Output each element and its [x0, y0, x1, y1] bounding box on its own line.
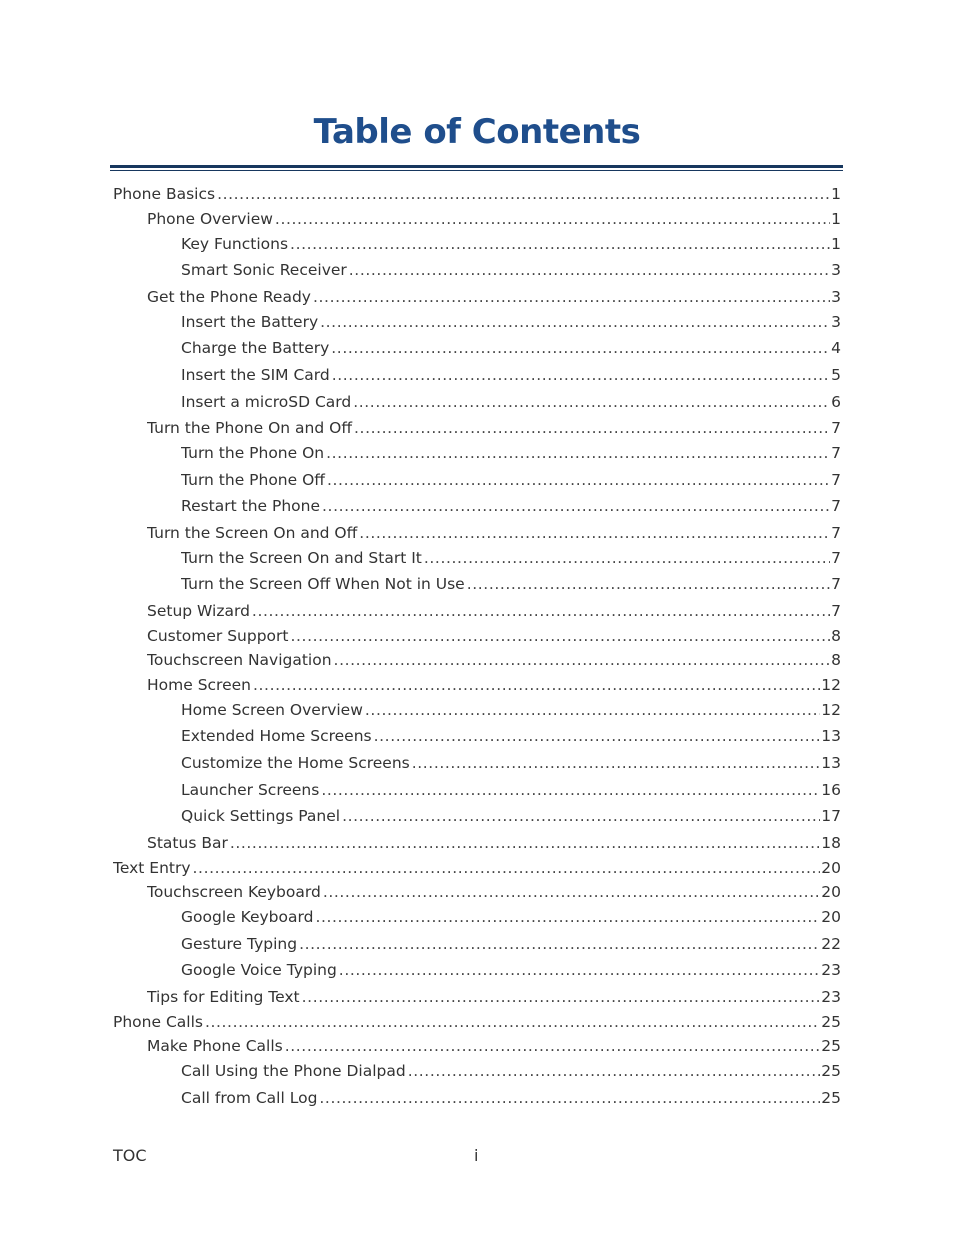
toc-entry-label: Home Screen [147, 676, 251, 694]
toc-entry-label: Call from Call Log [181, 1089, 318, 1107]
title-rule-thin [110, 170, 843, 171]
toc-entry-label: Key Functions [181, 235, 289, 253]
toc-entry-label: Charge the Battery [181, 339, 330, 357]
toc-entry-label: Gesture Typing [181, 935, 298, 953]
toc-entry-page: 18 [821, 834, 841, 852]
toc-dot-leader [424, 548, 830, 568]
toc-entry-label: Call Using the Phone Dialpad [181, 1062, 406, 1080]
toc-entry-page: 12 [821, 676, 841, 694]
toc-entry-page: 1 [831, 210, 841, 228]
toc-dot-leader [252, 601, 830, 621]
toc-entry[interactable] [0, 833, 954, 853]
toc-entry[interactable] [0, 780, 954, 800]
toc-dot-leader [319, 1088, 820, 1108]
footer-page-number: i [474, 1146, 479, 1165]
toc-dot-leader [230, 833, 820, 853]
toc-entry[interactable] [0, 209, 954, 229]
toc-entry-label: Extended Home Screens [181, 727, 372, 745]
toc-entry-label: Restart the Phone [181, 497, 321, 515]
toc-entry[interactable] [0, 338, 954, 358]
toc-entry[interactable] [0, 934, 954, 954]
toc-dot-leader [275, 209, 830, 229]
toc-entry[interactable] [0, 418, 954, 438]
toc-entry-page: 1 [831, 185, 841, 203]
toc-entry[interactable] [0, 806, 954, 826]
toc-entry-label: Customize the Home Screens [181, 754, 410, 772]
toc-entry-page: 13 [821, 754, 841, 772]
toc-entry-label: Insert a microSD Card [181, 393, 352, 411]
toc-dot-leader [408, 1061, 821, 1081]
toc-dot-leader [334, 650, 831, 670]
toc-entry-page: 25 [821, 1089, 841, 1107]
toc-dot-leader [332, 365, 830, 385]
toc-dot-leader [327, 470, 830, 490]
toc-entry-label: Launcher Screens [181, 781, 320, 799]
toc-entry-label: Phone Calls [113, 1013, 203, 1031]
toc-dot-leader [339, 960, 820, 980]
toc-entry-label: Turn the Phone On [181, 444, 325, 462]
toc-entry-page: 8 [831, 627, 841, 645]
toc-entry[interactable] [0, 496, 954, 516]
toc-entry-label: Tips for Editing Text [147, 988, 300, 1006]
toc-entry-label: Home Screen Overview [181, 701, 363, 719]
toc-entry-page: 7 [831, 549, 841, 567]
toc-entry-label: Phone Basics [113, 185, 216, 203]
toc-entry[interactable] [0, 287, 954, 307]
toc-entry-page: 25 [821, 1062, 841, 1080]
toc-dot-leader [193, 858, 821, 878]
toc-entry[interactable] [0, 650, 954, 670]
toc-entry[interactable] [0, 858, 954, 878]
toc-entry-label: Setup Wizard [147, 602, 250, 620]
toc-dot-leader [285, 1036, 821, 1056]
toc-entry[interactable] [0, 234, 954, 254]
toc-entry[interactable] [0, 574, 954, 594]
toc-entry-label: Touchscreen Keyboard [147, 883, 321, 901]
toc-entry[interactable] [0, 960, 954, 980]
toc-entry[interactable] [0, 312, 954, 332]
toc-entry[interactable] [0, 1012, 954, 1032]
toc-dot-leader [354, 418, 830, 438]
toc-entry[interactable] [0, 260, 954, 280]
toc-entry-label: Turn the Phone Off [181, 471, 325, 489]
toc-entry-page: 8 [831, 651, 841, 669]
toc-entry-page: 7 [831, 575, 841, 593]
toc-entry[interactable] [0, 700, 954, 720]
toc-entry-page: 7 [831, 471, 841, 489]
toc-dot-leader [291, 626, 831, 646]
toc-entry-page: 22 [821, 935, 841, 953]
toc-entry-label: Smart Sonic Receiver [181, 261, 347, 279]
toc-entry-label: Insert the SIM Card [181, 366, 330, 384]
toc-dot-leader [321, 780, 820, 800]
toc-entry[interactable] [0, 1061, 954, 1081]
toc-entry[interactable] [0, 675, 954, 695]
toc-entry-page: 3 [831, 313, 841, 331]
toc-entry[interactable] [0, 523, 954, 543]
toc-dot-leader [299, 934, 820, 954]
toc-entry[interactable] [0, 882, 954, 902]
toc-entry-label: Turn the Screen On and Off [147, 524, 358, 542]
toc-entry[interactable] [0, 365, 954, 385]
toc-entry-page: 20 [821, 883, 841, 901]
toc-entry-page: 7 [831, 444, 841, 462]
toc-entry-page: 7 [831, 419, 841, 437]
toc-entry-label: Insert the Battery [181, 313, 319, 331]
toc-dot-leader [217, 184, 830, 204]
toc-entry-label: Google Voice Typing [181, 961, 337, 979]
toc-dot-leader [320, 312, 830, 332]
toc-dot-leader [412, 753, 821, 773]
toc-dot-leader [326, 443, 830, 463]
toc-entry-label: Get the Phone Ready [147, 288, 311, 306]
toc-entry[interactable] [0, 184, 954, 204]
title-rule-thick [110, 165, 843, 168]
toc-entry-page: 6 [831, 393, 841, 411]
toc-entry-page: 12 [821, 701, 841, 719]
toc-dot-leader [342, 806, 820, 826]
toc-dot-leader [302, 987, 821, 1007]
toc-dot-leader [374, 726, 821, 746]
toc-entry-label: Turn the Phone On and Off [147, 419, 353, 437]
toc-entry-page: 20 [821, 908, 841, 926]
toc-dot-leader [467, 574, 830, 594]
toc-entry[interactable] [0, 601, 954, 621]
toc-entry-label: Status Bar [147, 834, 228, 852]
toc-entry[interactable] [0, 907, 954, 927]
toc-dot-leader [313, 287, 830, 307]
toc-dot-leader [253, 675, 820, 695]
toc-entry-page: 20 [821, 859, 841, 877]
toc-dot-leader [349, 260, 830, 280]
toc-entry-label: Google Keyboard [181, 908, 314, 926]
toc-entry-label: Make Phone Calls [147, 1037, 283, 1055]
page-title: Table of Contents [313, 112, 641, 152]
toc-entry[interactable] [0, 987, 954, 1007]
toc-dot-leader [315, 907, 820, 927]
toc-entry-page: 25 [821, 1013, 841, 1031]
toc-entry[interactable] [0, 1088, 954, 1108]
toc-entry[interactable] [0, 753, 954, 773]
toc-entry[interactable] [0, 726, 954, 746]
toc-entry-label: Quick Settings Panel [181, 807, 341, 825]
toc-entry-page: 17 [821, 807, 841, 825]
toc-entry-label: Text Entry [113, 859, 191, 877]
toc-entry-label: Touchscreen Navigation [147, 651, 332, 669]
toc-entry[interactable] [0, 470, 954, 490]
toc-entry-page: 23 [821, 961, 841, 979]
toc-entry[interactable] [0, 1036, 954, 1056]
toc-entry[interactable] [0, 392, 954, 412]
toc-dot-leader [331, 338, 830, 358]
toc-dot-leader [359, 523, 830, 543]
toc-entry-page: 7 [831, 497, 841, 515]
toc-entry-page: 3 [831, 288, 841, 306]
toc-entry-page: 16 [821, 781, 841, 799]
toc-dot-leader [353, 392, 830, 412]
toc-entry-page: 3 [831, 261, 841, 279]
toc-entry-label: Customer Support [147, 627, 289, 645]
toc-entry-label: Phone Overview [147, 210, 273, 228]
footer-section-label: TOC [113, 1146, 147, 1165]
toc-dot-leader [322, 496, 830, 516]
toc-dot-leader [290, 234, 830, 254]
toc-entry-page: 13 [821, 727, 841, 745]
toc-entry-page: 4 [831, 339, 841, 357]
toc-entry[interactable] [0, 443, 954, 463]
toc-entry[interactable] [0, 626, 954, 646]
toc-entry-page: 5 [831, 366, 841, 384]
toc-dot-leader [205, 1012, 820, 1032]
toc-entry-page: 1 [831, 235, 841, 253]
toc-dot-leader [323, 882, 820, 902]
toc-entry[interactable] [0, 548, 954, 568]
toc-entry-label: Turn the Screen On and Start It [181, 549, 422, 567]
toc-entry-page: 7 [831, 524, 841, 542]
toc-entry-page: 25 [821, 1037, 841, 1055]
toc-entry-label: Turn the Screen Off When Not in Use [181, 575, 465, 593]
toc-entry-page: 7 [831, 602, 841, 620]
toc-dot-leader [365, 700, 820, 720]
toc-entry-page: 23 [821, 988, 841, 1006]
